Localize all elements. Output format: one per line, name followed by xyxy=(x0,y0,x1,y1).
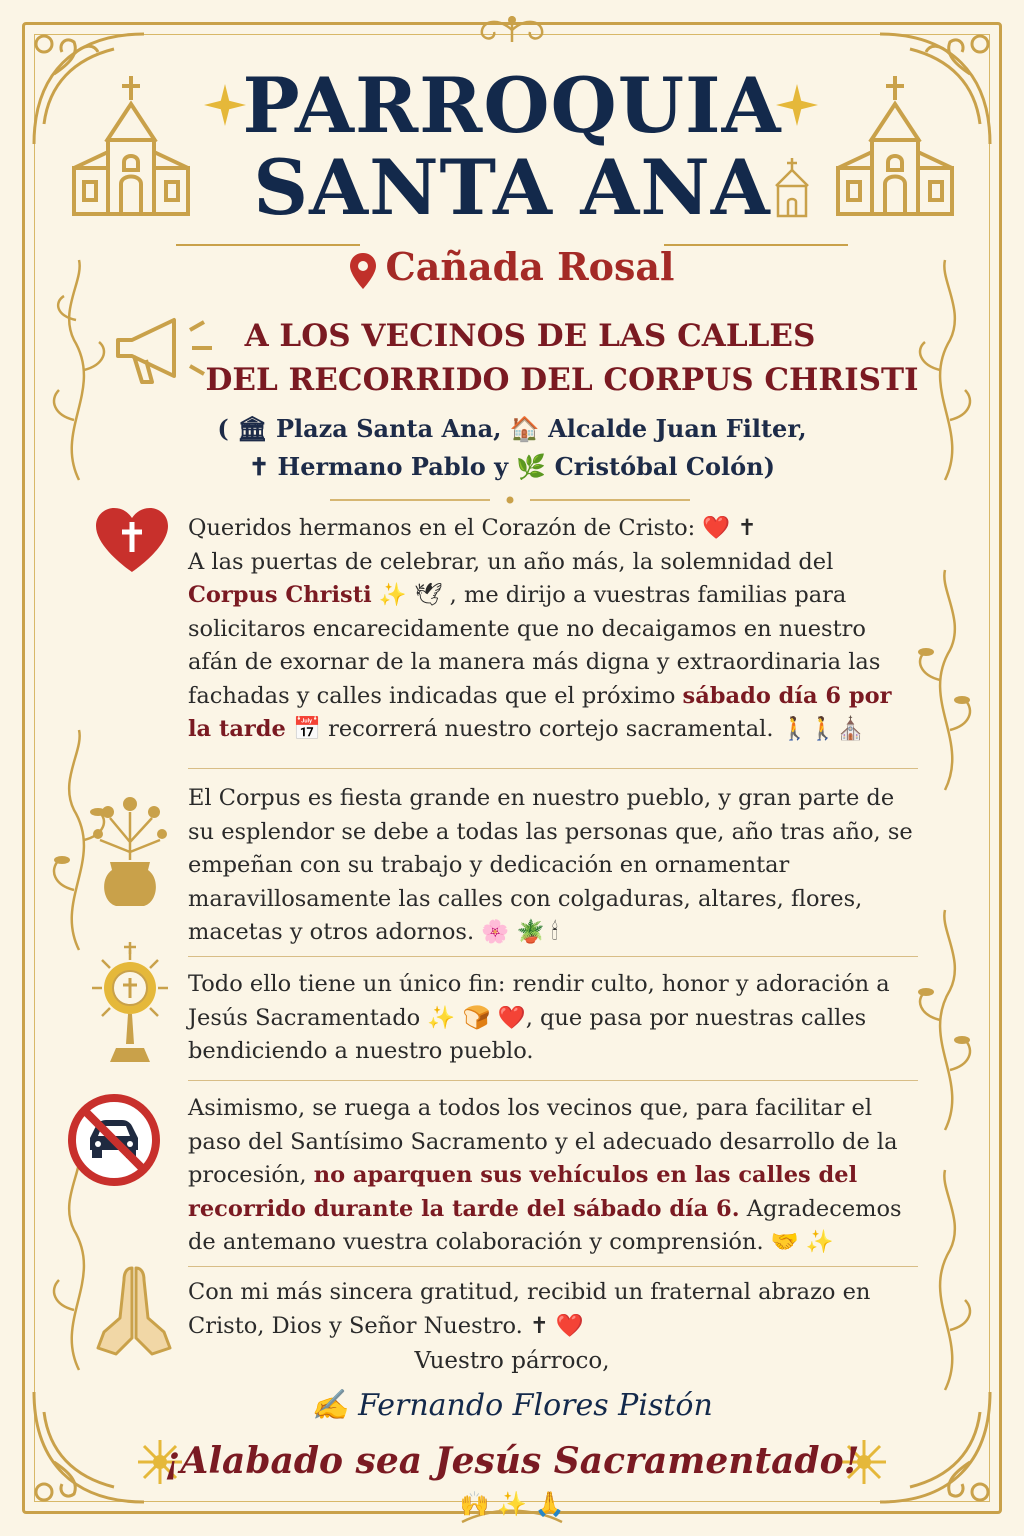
corpus-christi-highlight: Corpus Christi xyxy=(188,582,372,608)
paragraph-2: El Corpus es fiesta grande en nuestro pueblo, y gran parte de su esplendor se debe a todas las personas que, año tras año, se empeñan con su trabajo y dedicación en ornamentar maravillosamente las calles con colgaduras, altares, flores, macetas y otros adornos. 🌸 🪴 🕯 xyxy=(188,785,913,945)
paragraph-1 xyxy=(188,512,918,747)
notice-heading-line2: DEL RECORRIDO DEL CORPUS CHRISTI xyxy=(205,362,919,398)
top-ornament-icon xyxy=(452,12,572,52)
notice-heading-line1: A LOS VECINOS DE LAS CALLES xyxy=(244,318,816,354)
streets-line1: ( 🏛 Plaza Santa Ana, 🏠 Alcalde Juan Filter, xyxy=(217,414,807,443)
separator xyxy=(188,1080,918,1081)
paragraph-1-text-a: A las puertas de celebrar, un año más, la solemnidad del xyxy=(188,548,834,575)
paragraph-1-text-c: 📅 recorrerá nuestro cortejo sacramental. 🚶🚶⛪ xyxy=(285,716,865,742)
paragraph-4-text-a: Asimismo, se ruega a todos los vecinos que, para facilitar el paso del Santísimo Sacramento y el adecuado desarrollo de la procesión, xyxy=(188,1095,898,1188)
paragraph-4 xyxy=(188,1092,918,1260)
sacred-heart-icon xyxy=(94,506,170,574)
location-pin-icon xyxy=(350,253,376,289)
closing-emojis: 🙌 ✨ 🙏 xyxy=(459,1490,565,1518)
paragraph-1-text-b: ✨ 🕊 , me dirijo a vuestras familias para solicitaros encarecidamente que no decaigamos en nuestro afán de exornar de la manera más digna y extraordinaria las fachadas y calles indicadas que el próximo xyxy=(188,582,881,709)
divider xyxy=(330,496,690,504)
paragraph-3: Todo ello tiene un único fin: rendir culto, honor y adoración a Jesús Sacramentado ✨ 🍞 ❤️, que pasa por nuestras calles bendiciendo a nuestro pueblo. xyxy=(188,971,890,1064)
separator xyxy=(188,1266,918,1267)
monstrance-icon xyxy=(88,940,172,1068)
parking-warning-highlight: no aparquen sus vehículos en las calles del recorrido durante la tarde del sábado día 6. xyxy=(188,1162,858,1222)
no-parking-icon xyxy=(66,1092,162,1188)
page-title-line2: SANTA ANA xyxy=(253,143,771,232)
signature-label: Vuestro párroco, xyxy=(414,1348,610,1374)
paragraph-5: Con mi más sincera gratitud, recibid un fraternal abrazo en Cristo, Dios y Señor Nuestro. ✝ ❤️ xyxy=(188,1279,871,1339)
location-text: Cañada Rosal xyxy=(385,244,675,289)
closing-blessing: ¡Alabado sea Jesús Sacramentado! xyxy=(164,1440,860,1482)
page-title-line1: PARROQUIA xyxy=(242,61,782,150)
separator xyxy=(188,768,918,769)
location xyxy=(0,244,1024,289)
streets-line2: ✝ Hermano Pablo y 🌿 Cristóbal Colón) xyxy=(249,452,775,481)
flower-vase-icon xyxy=(88,782,172,908)
signature-name: ✍ Fernando Flores Pistón xyxy=(311,1388,713,1423)
praying-hands-icon xyxy=(92,1262,176,1358)
separator xyxy=(188,956,918,957)
paragraph-4-text-b: Agradecemos de antemano vuestra colaboración y comprensión. 🤝 ✨ xyxy=(188,1195,902,1255)
greeting: Queridos hermanos en el Corazón de Cristo: ❤️ ✝ xyxy=(188,515,757,541)
date-highlight: sábado día 6 por la tarde xyxy=(188,682,892,742)
